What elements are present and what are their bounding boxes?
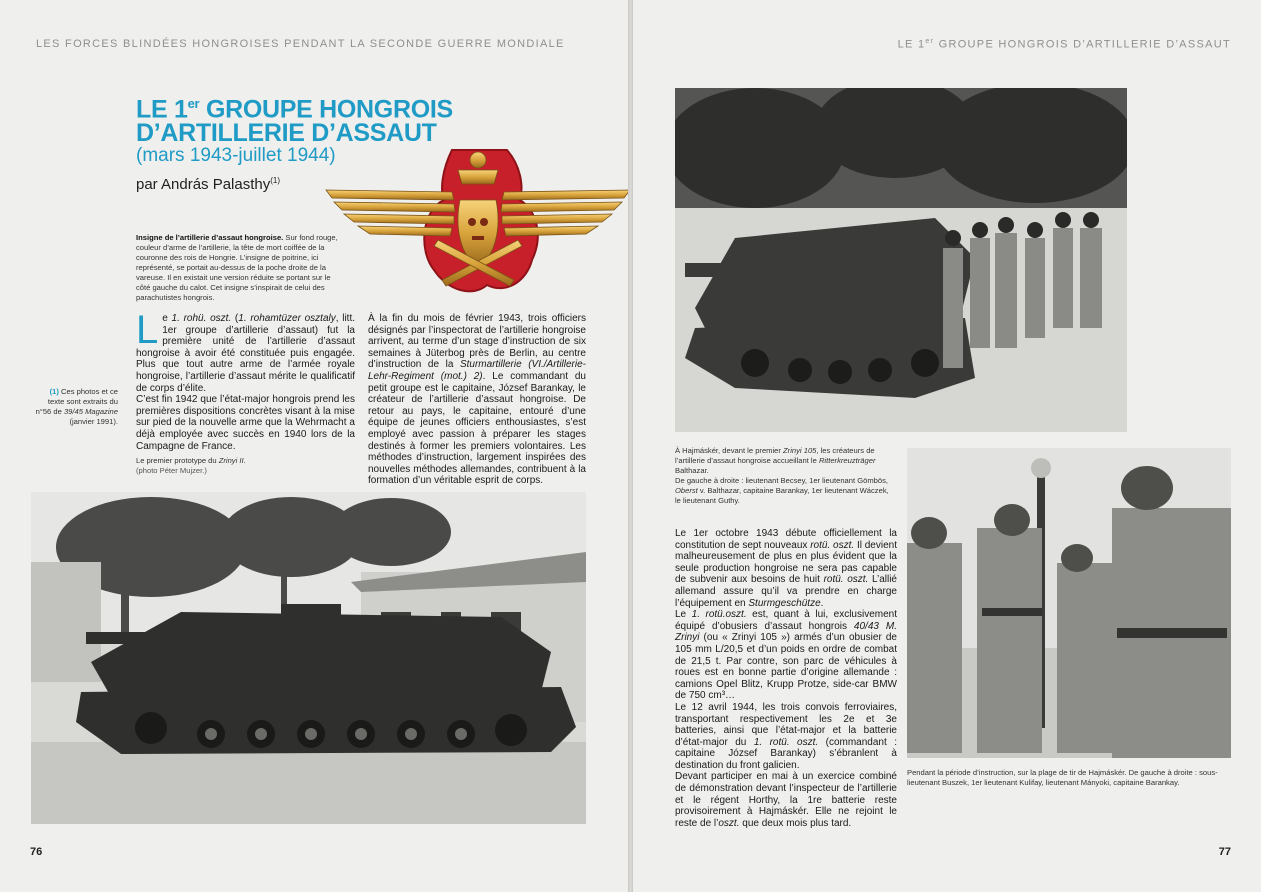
- right-running-head: LE 1er GROUPE HONGROIS D’ARTILLERIE D’ASSAUT: [897, 38, 1231, 51]
- hajmasker-photo: [675, 88, 1127, 432]
- officers-photo: [907, 448, 1231, 758]
- prototype-photo: [31, 492, 586, 824]
- left-running-head: LES FORCES BLINDÉES HONGROISES PENDANT LA SECONDE GUERRE MONDIALE: [36, 38, 565, 50]
- column-1: Le 1. rohü. oszt. (1. rohamtüzer osztaly, litt. 1er groupe d’artillerie d’assaut) fut la première unité de l’artillerie d’assaut hongroise à avoir été constituée puis engagée. Plus que tout autre arme de l’armée royale hongroise, l’artillerie d’assaut mérite le qualificatif de corps d’élite. C’est fin 1942 que l’état-major hongrois prend les premières dispositions concrètes visant à la mise sur pied de la nouvelle arme que la Wehrmacht a déjà employée avec succès en 1940 lors de la Campagne de France.: [136, 308, 356, 452]
- hajmasker-caption: À Hajmáskér, devant le premier Zrinyi 105, les créateurs de l’artillerie d’assaut hongroise accueillant le Ritterkreuzträger Balthazar. De gauche à droite : lieutenant Becsey, 1er lieutenant Gömbös, Oberst v. Balthazar, capitaine Barankay, 1er lieutenant Wáczek, le lieutenant Guthy.: [675, 446, 889, 505]
- insignia-image: [322, 140, 634, 300]
- prototype-caption: Le premier prototype du Zrinyi II. (photo Péter Mujzer.): [136, 456, 246, 475]
- footnote: (1) Ces photos et ce texte sont extraits du n°56 de 39/45 Magazine (janvier 1991).: [35, 387, 118, 426]
- folio-right: 77: [1218, 846, 1231, 858]
- article-title: LE 1er GROUPE HONGROIS D’ARTILLERIE D’ASSAUT: [136, 95, 453, 148]
- officers-caption: Pendant la période d’instruction, sur la plage de tir de Hajmáskér. De gauche à droite : sous-lieutenant Buszek, 1er lieutenant Kulifay, lieutenant Mányoki, capitaine Barankay.: [907, 768, 1218, 787]
- right-column: Le 1er octobre 1943 débute officiellement la constitution de sept nouveaux rotü. oszt. Il devient malheureusement de plus en plus évident que la seule production hongroise ne sera pas capable de subvenir aux besoins de huit rotü. oszt. L’allié allemand assure qu’il va prendre en charge l’équipement en Sturmgeschütze. Le 1. rotü.oszt. est, quant à lui, exclusivement équipé d’obusiers d’assaut hongrois 40/43 M. Zrinyi (ou « Zrinyi 105 ») armés d’un obusier de 105 mm L/20,5 et d’un poids en ordre de combat de 21,5 t. Par contre, son parc de véhicules à roues est en bonne partie d’origine allemande : camions Opel Blitz, Krupp Protze, side-car BMW de 750 cm³… Le 12 avril 1944, les trois convois ferroviaires, transportant respectivement les 2e et 3e batteries, ainsi que l’état-major et la batterie d’état-major du 1. rotü. oszt. (commandant : capitaine József Barankay) s’ébranlent à destination du front galicien. Devant participer en mai à un exercice combiné de démonstration devant l’inspecteur de l’artillerie et le régent Horthy, la 1re batterie reste provisoirement à Hajmáskér. Elle ne rejoint le reste de l’oszt. que deux mois plus tard.: [675, 528, 898, 829]
- left-page: [0, 0, 628, 892]
- right-page: [633, 0, 1261, 892]
- column-2: À la fin du mois de février 1943, trois officiers désignés par l’inspectorat de l’artillerie hongroise arrivent, au terme d’un stage d’instruction de six semaines à Jüterbog près de Berlin, au centre d’instruction de la Sturmartillerie (VI./Artillerie-Lehr-Regiment (mot.) 2). Le commandant du petit groupe est le capitaine, József Barankay, le créateur de l’artillerie d’assaut hongroise. De retour au pays, le capitaine, entouré d’une équipe de jeunes officiers enthousiastes, s’est employé avec passion à préparer les stages destinés à former les premiers volontaires. Les méthodes d’instruction, largement inspirées des nouvelles méthodes allemandes, contribuent à la formation d’un véritable esprit de corps.: [368, 313, 586, 487]
- insignia-caption: Insigne de l’artillerie d’assaut hongroise. Sur fond rouge, couleur d’arme de l’artillerie, la tête de mort coiffée de la couronne des rois de Hongrie. L’insigne de poitrine, ici représenté, se portait au-dessus de la poche droite de la vareuse. Il en existait une version réduite se portant sur le côté gauche du calot. Cet insigne s’inspirait de celui des parachutistes hongrois.: [136, 233, 338, 302]
- folio-left: 76: [30, 846, 43, 858]
- article-subtitle: (mars 1943-juillet 1944): [136, 145, 336, 166]
- byline: par András Palasthy$^{(1)}$: [136, 176, 281, 193]
- dropcap: L: [136, 308, 159, 352]
